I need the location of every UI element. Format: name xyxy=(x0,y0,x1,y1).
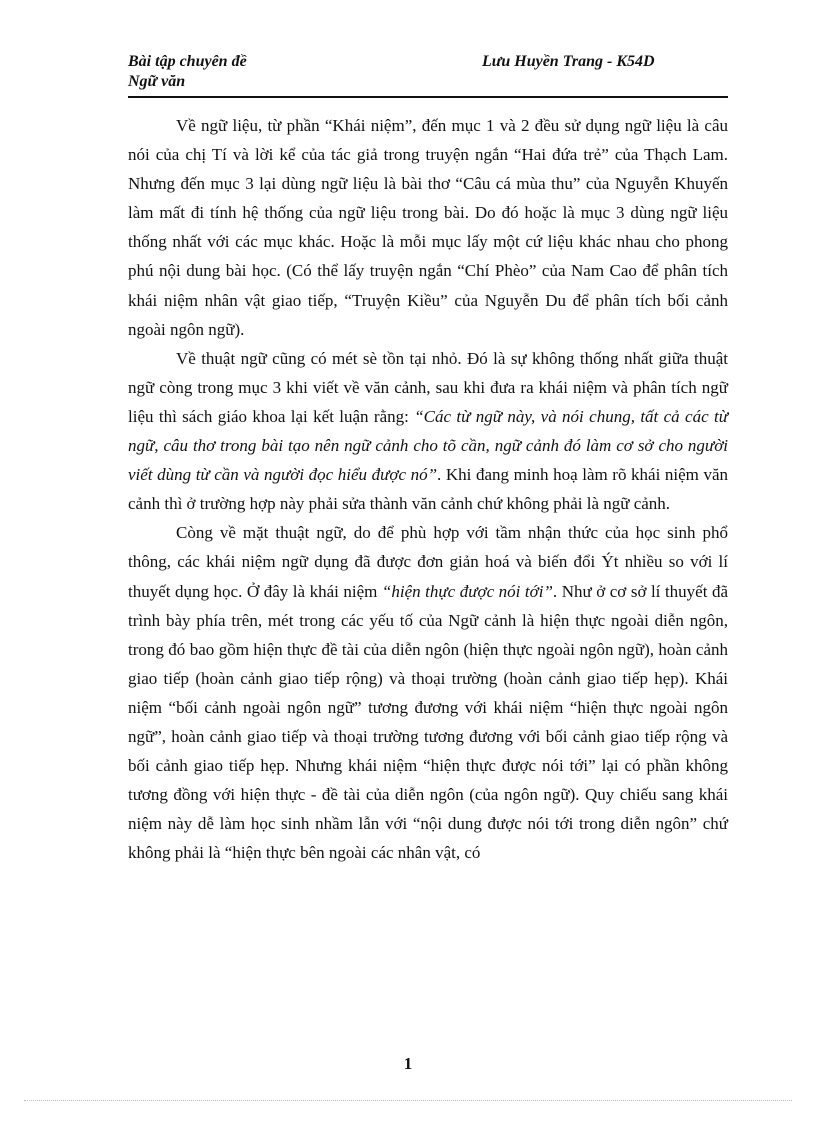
paragraph-2-tail: . Khi đang minh hoạ làm rõ khái niệm văn cảnh thì ở trường hợp này phải sửa thành văn cảnh chứ không phải là ngữ cảnh. xyxy=(128,465,728,514)
header-course-line2: Ngữ văn xyxy=(128,73,186,90)
header-author: Lưu Huyền Trang - K54D xyxy=(482,53,655,70)
paragraph-2 xyxy=(128,344,728,519)
page-number: 1 xyxy=(403,1054,413,1073)
paragraph-3-lead: Còng về mặt thuật ngữ, do để phù hợp với tầm nhận thức của học sinh phổ thông, các khái niệm ngữ dụng đã được đơn giản hoá và biến đổi Ýt nhiều so với lí thuyết dụng học. Ở đây là khái niệm xyxy=(128,523,728,601)
header-course-line1: Bài tập chuyên đề xyxy=(128,53,247,70)
page-header xyxy=(128,52,728,98)
paragraph-3 xyxy=(128,518,728,867)
paragraph-3-tail: . Như ở cơ sở lí thuyết đã trình bày phía trên, mét trong các yếu tố của Ngữ cảnh là hiện thực ngoài diễn ngôn, trong đó bao gồm hiện thực đề tài của diễn ngôn (hiện thực ngoài ngôn ngữ), hoàn cảnh giao tiếp (hoàn cảnh giao tiếp rộng) và thoại trường (hoàn cảnh giao tiếp hẹp). Khái niệm “bối cảnh ngoài ngôn ngữ” tương đương với khái niệm “hiện thực ngoài ngôn ngữ”, hoàn cảnh giao tiếp và thoại trường tương đương với bối cảnh giao tiếp rộng và bối cảnh giao tiếp hẹp. Nhưng khái niệm “hiện thực được nói tới” lại có phần không tương đồng với hiện thực - đề tài của diễn ngôn (của ngôn ngữ). Quy chiếu sang khái niệm này dễ làm học sinh nhầm lẫn với “nội dung được nói tới trong diễn ngôn” chứ không phải là “hiện thực bên ngoài các nhân vật, có xyxy=(128,581,729,863)
paragraph-3-term: “hiện thực được nói tới” xyxy=(381,581,553,601)
page-bottom-divider xyxy=(24,1100,792,1101)
paragraph-1: Về ngữ liệu, từ phần “Khái niệm”, đến mục 1 và 2 đều sử dụng ngữ liệu là câu nói của chị Tí và lời kể của tác giả trong truyện ngắn “Hai đứa trẻ” của Thạch Lam. Nhưng đến mục 3 lại dùng ngữ liệu là bài thơ “Câu cá mùa thu” của Nguyễn Khuyến làm mất đi tính hệ thống của ngữ liệu trong bài. Do đó hoặc là mục 3 dùng ngữ liệu thống nhất với các mục khác. Hoặc là mỗi mục lấy một cứ liệu khác nhau cho phong phú nội dung bài học. (Có thể lấy truyện ngắn “Chí Phèo” của Nam Cao để phân tích khái niệm nhân vật giao tiếp, “Truyện Kiều” của Nguyễn Du để phân tích bối cảnh ngoài ngôn ngữ). xyxy=(128,116,728,339)
header-course-title xyxy=(128,52,247,92)
paragraph-2-quote: “Các từ ngữ này, và nói chung, tất cả các từ ngữ, câu thơ trong bài tạo nên ngữ cảnh cho tõ cần, ngữ cảnh đó làm cơ sở cho người viết dùng từ cần và người đọc hiểu được nó” xyxy=(128,406,728,485)
document-body xyxy=(128,111,728,867)
paragraph-2-lead: Về thuật ngữ cũng có mét sè tồn tại nhỏ. Đó là sự không thống nhất giữa thuật ngữ còng trong mục 3 khi viết về văn cảnh, sau khi đưa ra khái niệm và phân tích ngữ liệu thì sách giáo khoa lại kết luận rằng: xyxy=(128,348,728,426)
